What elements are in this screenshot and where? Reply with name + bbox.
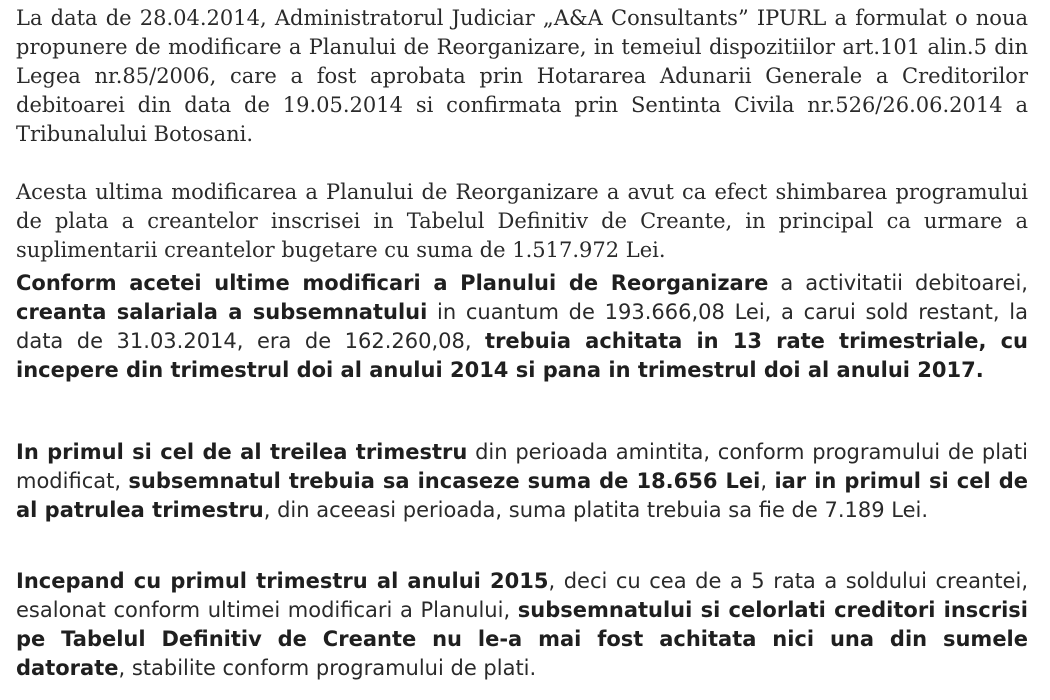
paragraph-5-text-1: , deci cu cea de a 5 rata a soldului creantei, esalonat conform ultimei modificari a Planului, [16,569,1028,622]
paragraph-5-text-2: , stabilite conform programului de plati. [118,656,537,680]
paragraph-3 [16,269,1028,385]
paragraph-1 [16,4,1028,149]
paragraph-5-bold-1: Incepand cu primul trimestru al anului 2015 [16,569,549,593]
paragraph-3-text-1: a activitatii debitoarei, [768,271,1028,295]
paragraph-4-bold-1: In primul si cel de al treilea trimestru [16,440,468,464]
paragraph-4-text-1: din perioada amintita, conform programului de plati modificat, [16,440,1028,493]
paragraph-4 [16,438,1028,525]
paragraph-3-bold-3: trebuia achitata in 13 rate trimestriale, cu incepere din trimestrul doi al anului 2014 si pana in trimestrul doi al anului 2017. [16,329,1028,382]
paragraph-3-text-2: in cuantum de 193.666,08 Lei, a carui sold restant, la data de 31.03.2014, era de 162.260,08, [16,300,1028,353]
paragraph-2-text: Acesta ultima modificarea a Planului de Reorganizare a avut ca efect shimbarea programului de plata a creantelor inscrisei in Tabelul Definitiv de Creante, in principal ca urmare a suplimentarii creantelor bugetare cu suma de 1.517.972 Lei. [16,180,1028,262]
paragraph-2 [16,178,1028,265]
paragraph-4-bold-2: subsemnatul trebuia sa incaseze suma de 18.656 Lei [128,469,761,493]
paragraph-4-bold-3: iar in primul si cel de al patrulea trimestru [16,469,1028,522]
paragraph-3-bold-2: creanta salariala a subsemnatului [16,300,428,324]
paragraph-4-text-2: , [760,469,775,493]
paragraph-5 [16,567,1028,683]
paragraph-3-bold-1: Conform acetei ultime modificari a Planului de Reorganizare [16,271,769,295]
paragraph-5-bold-2: subsemnatului si celorlati creditori inscrisi pe Tabelul Definitiv de Creante nu le-a mai fost achitata nici una din sumele datorate [16,598,1028,680]
paragraph-1-text: La data de 28.04.2014, Administratorul Judiciar „A&A Consultants” IPURL a formulat o noua propunere de modificare a Planului de Reorganizare, in temeiul dispozitiilor art.101 alin.5 din Legea nr.85/2006, care a fost aprobata prin Hotararea Adunarii Generale a Creditorilor debitoarei din data de 19.05.2014 si confirmata prin Sentinta Civila nr.526/26.06.2014 a Tribunalului Botosani. [16,6,1028,146]
paragraph-4-text-3: , din aceeasi perioada, suma platita trebuia sa fie de 7.189 Lei. [263,498,929,522]
